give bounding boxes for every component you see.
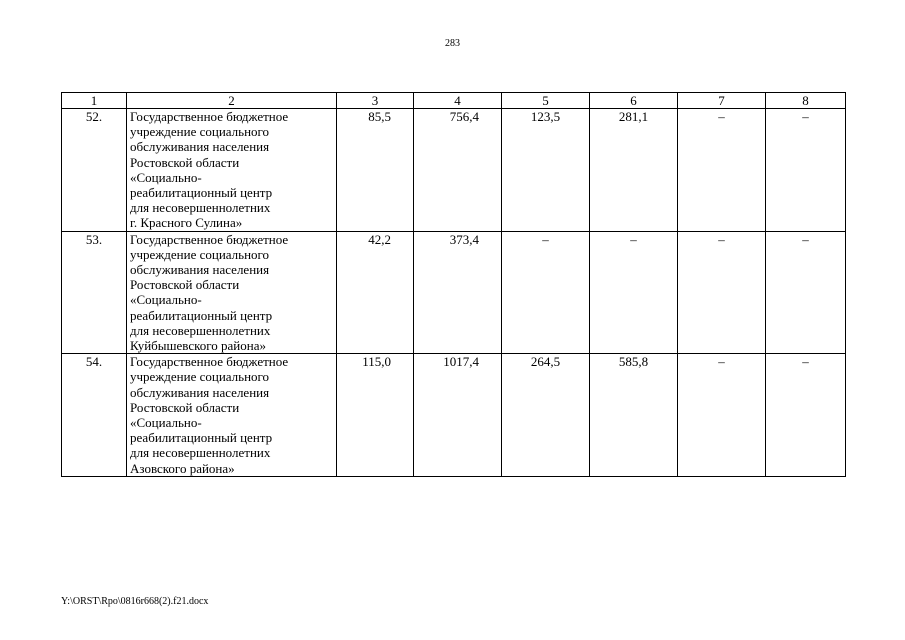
value-col-4: 1017,4: [414, 354, 502, 477]
value-col-6: 585,8: [590, 354, 678, 477]
table-header-row: [62, 93, 846, 109]
institution-name: Государственное бюджетное учреждение социального обслуживания населения Ростовской области «Социально- реабилитационный центр для несовершеннолетних Куйбышевского района»: [127, 231, 337, 354]
value-col-7: –: [678, 231, 766, 354]
column-header: 2: [127, 93, 337, 109]
value-col-4: 756,4: [414, 109, 502, 232]
table-row: [62, 231, 846, 354]
table-row: [62, 354, 846, 477]
value-col-8: –: [766, 354, 846, 477]
value-col-4: 373,4: [414, 231, 502, 354]
value-col-5: 123,5: [502, 109, 590, 232]
value-col-7: –: [678, 109, 766, 232]
column-header: 3: [337, 93, 414, 109]
value-col-3: 42,2: [337, 231, 414, 354]
value-col-5: 264,5: [502, 354, 590, 477]
column-header: 1: [62, 93, 127, 109]
value-col-5: –: [502, 231, 590, 354]
column-header: 8: [766, 93, 846, 109]
document-file-path: Y:\ORST\Rpo\0816r668(2).f21.docx: [61, 596, 209, 607]
row-number: 52.: [62, 109, 127, 232]
institution-name: Государственное бюджетное учреждение социального обслуживания населения Ростовской области «Социально- реабилитационный центр для несовершеннолетних Азовского района»: [127, 354, 337, 477]
value-col-3: 115,0: [337, 354, 414, 477]
page-number: 283: [445, 38, 460, 49]
value-col-8: –: [766, 109, 846, 232]
data-table: [61, 92, 846, 477]
column-header: 7: [678, 93, 766, 109]
column-header: 6: [590, 93, 678, 109]
value-col-3: 85,5: [337, 109, 414, 232]
column-header: 4: [414, 93, 502, 109]
row-number: 54.: [62, 354, 127, 477]
value-col-6: 281,1: [590, 109, 678, 232]
value-col-7: –: [678, 354, 766, 477]
column-header: 5: [502, 93, 590, 109]
value-col-8: –: [766, 231, 846, 354]
value-col-6: –: [590, 231, 678, 354]
table-row: [62, 109, 846, 232]
institution-name: Государственное бюджетное учреждение социального обслуживания населения Ростовской области «Социально- реабилитационный центр для несовершеннолетних г. Красного Сулина»: [127, 109, 337, 232]
row-number: 53.: [62, 231, 127, 354]
